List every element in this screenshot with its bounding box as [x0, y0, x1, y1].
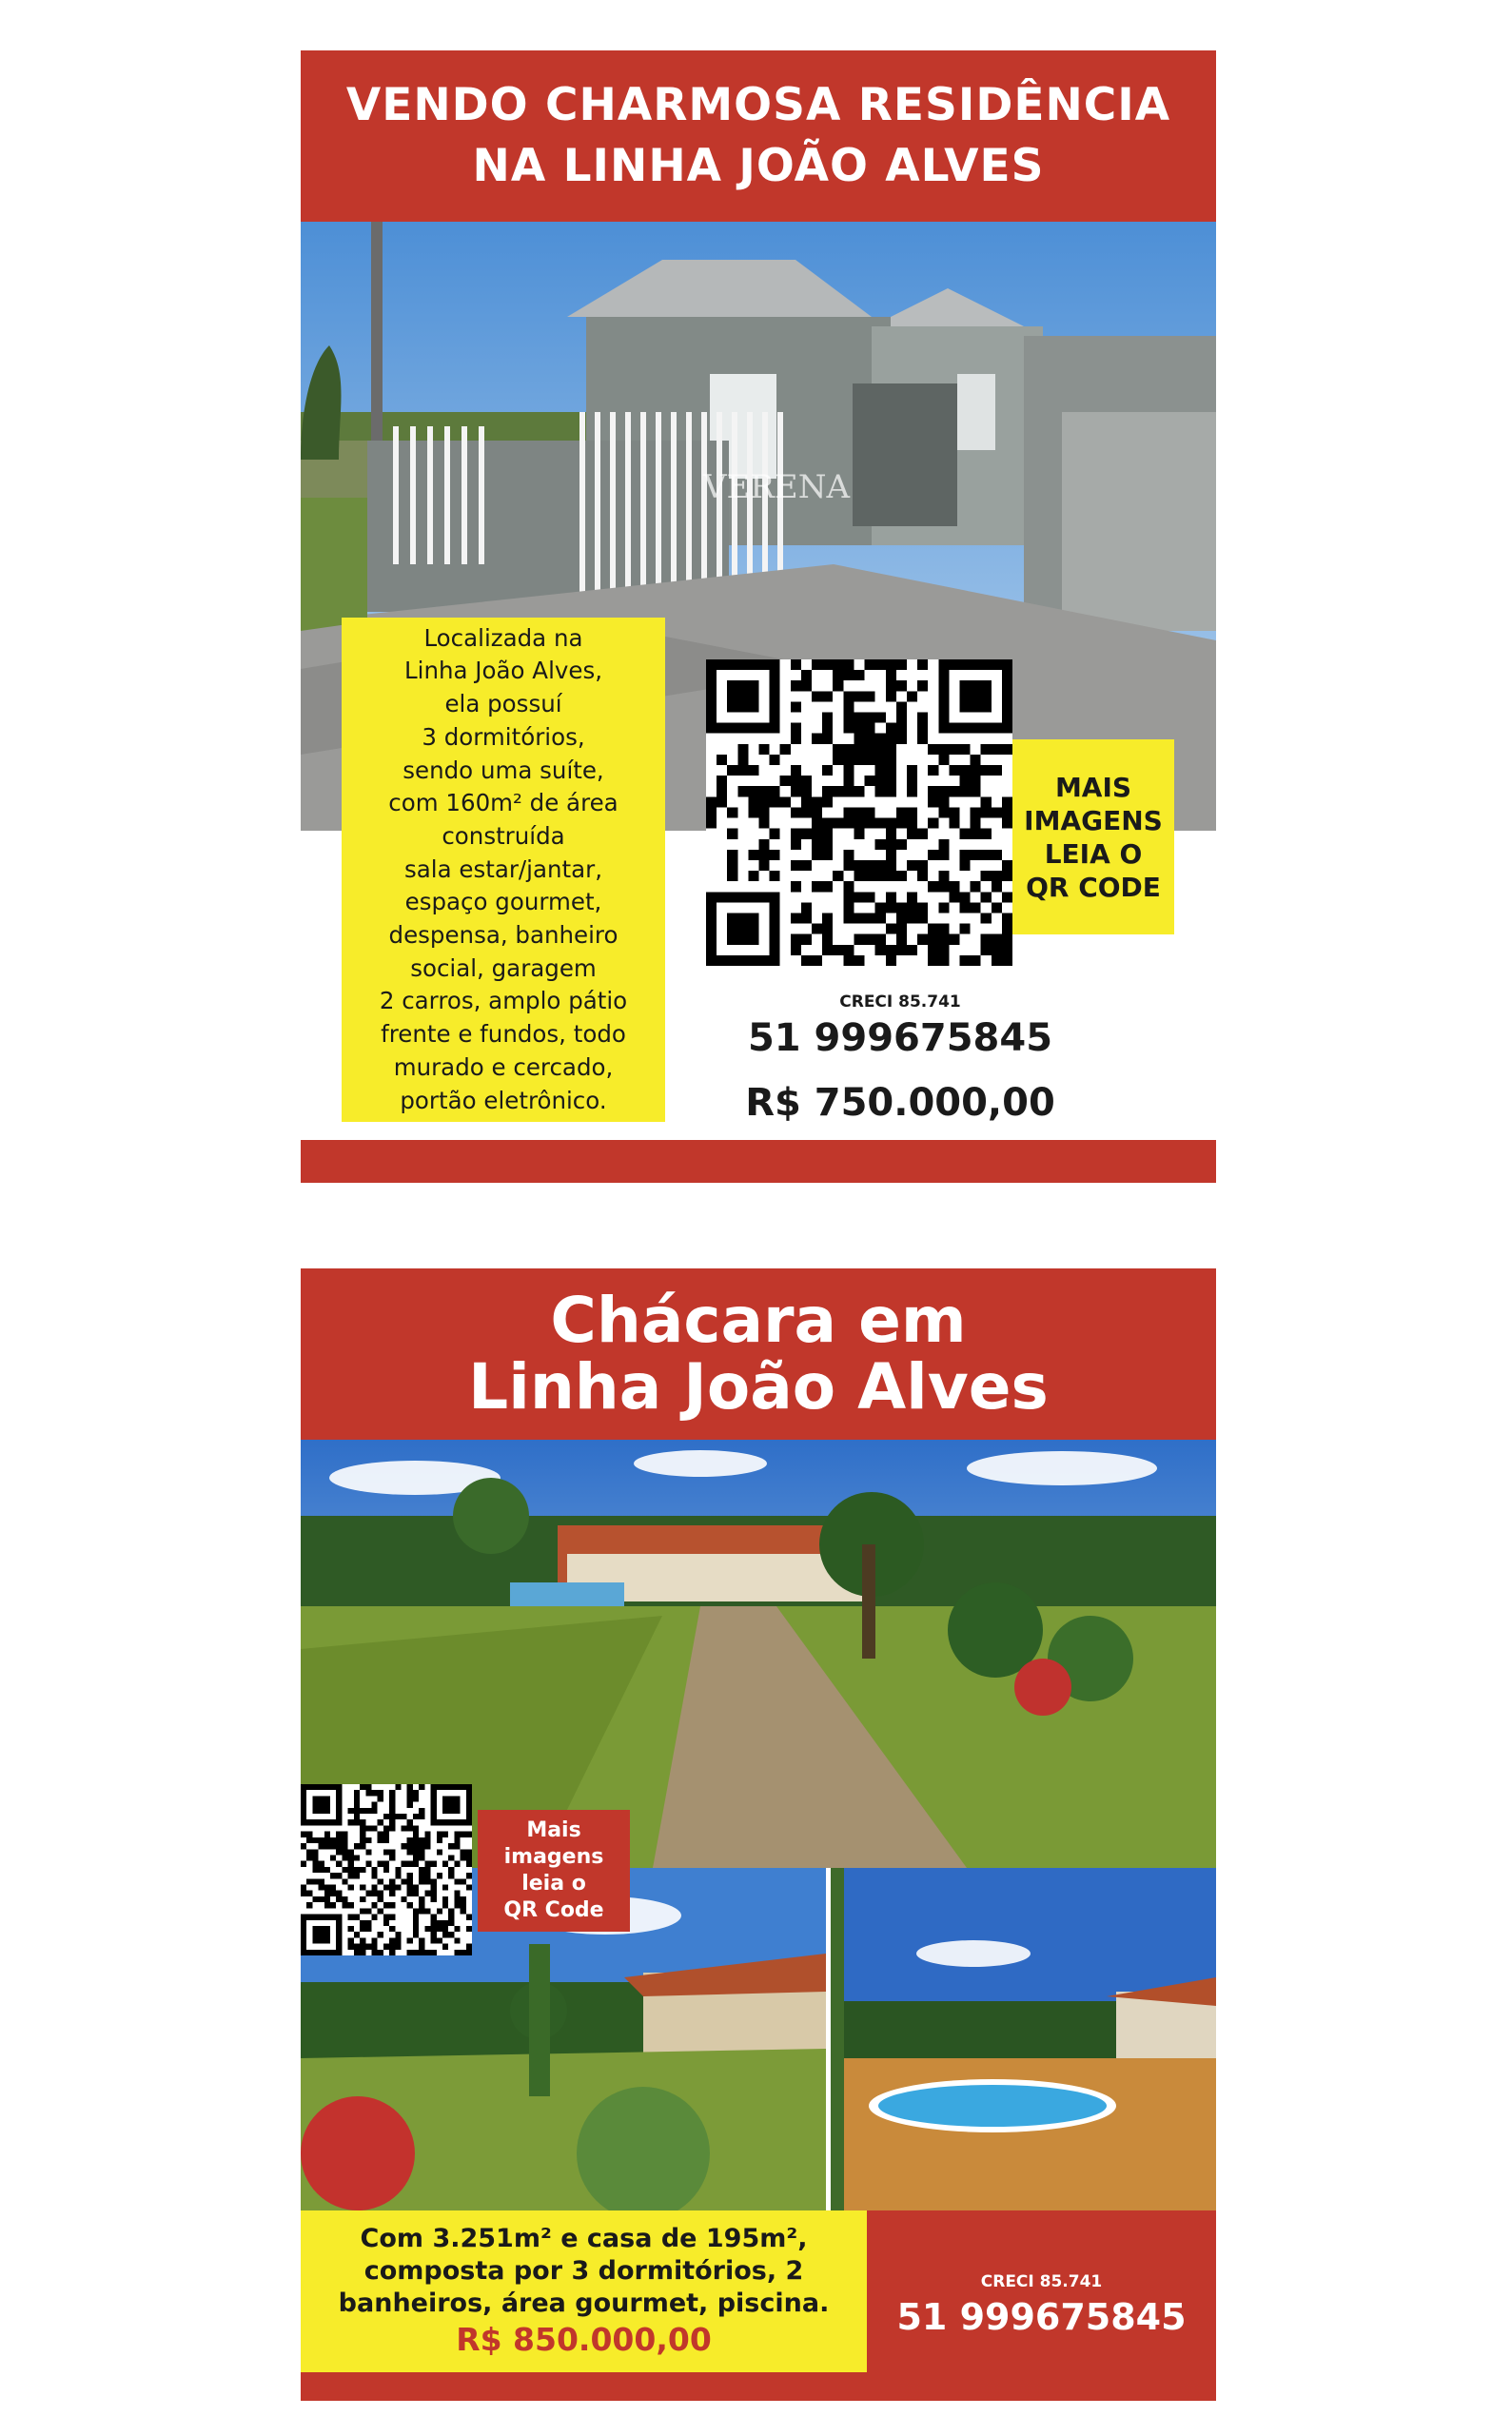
ad-farm-sale — [301, 1268, 1216, 2401]
ad2-qr-code[interactable] — [301, 1784, 472, 1955]
ad1-desc-line: despensa, banheiro — [388, 921, 619, 950]
ad2-creci: CRECI 85.741 — [980, 2272, 1103, 2291]
ad2-title-line1: Chácara em — [550, 1284, 967, 1357]
ad1-title-line2: NA LINHA JOÃO ALVES — [472, 140, 1045, 192]
ad1-price: R$ 750.000,00 — [745, 1081, 1055, 1125]
ad2-qr-note-line1: Mais — [526, 1818, 581, 1842]
ad1-qr-code[interactable] — [706, 659, 1012, 966]
ad1-title-line1: VENDO CHARMOSA RESIDÊNCIA — [345, 79, 1171, 131]
ad2-desc-line1: Com 3.251m² e casa de 195m², — [360, 2224, 808, 2253]
ad1-qr-note-line1: MAIS — [1054, 771, 1132, 803]
ad1-description-box — [342, 618, 665, 1122]
ad2-qr-note — [478, 1810, 630, 1932]
ad2-title-bar — [301, 1268, 1216, 1440]
ad1-desc-line: sala estar/jantar, — [404, 855, 602, 883]
ad2-qr-note-line4: QR Code — [503, 1898, 604, 1922]
ad2-description-box — [301, 2210, 867, 2372]
ad1-desc-line: 2 carros, amplo pátio — [379, 987, 628, 1015]
ad1-description-text — [342, 622, 665, 1118]
ad1-qr-note-line4: QR CODE — [1026, 871, 1161, 903]
farm-pool-photo — [831, 1868, 1216, 2210]
ad1-title-bar — [301, 50, 1216, 222]
ad1-bottom-bar — [301, 1140, 1216, 1183]
ad2-contact-box — [867, 2210, 1216, 2372]
ad1-desc-line: ela possuí — [444, 690, 562, 718]
ad1-desc-line: frente e fundos, todo — [381, 1020, 626, 1049]
ad1-qr-note — [1012, 739, 1174, 934]
ad1-desc-line: social, garagem — [410, 953, 597, 982]
watermark-text: VERENA — [702, 468, 851, 506]
ad1-qr-note-line3: LEIA O — [1044, 837, 1143, 870]
ad2-qr-note-line3: leia o — [521, 1872, 586, 1896]
ad2-qr-note-line2: imagens — [503, 1845, 604, 1869]
ad1-desc-line: 3 dormitórios, — [422, 722, 585, 751]
ad2-desc-line2: composta por 3 dormitórios, 2 — [363, 2256, 804, 2286]
ad2-desc-line3: banheiros, área gourmet, piscina. — [338, 2289, 830, 2318]
ad2-price: R$ 850.000,00 — [456, 2321, 712, 2358]
ad1-desc-line: Linha João Alves, — [403, 657, 602, 685]
ad1-phone[interactable]: 51 999675845 — [747, 1016, 1053, 1060]
ad2-bottom-bar — [301, 2372, 1216, 2401]
ad1-desc-line: construída — [442, 821, 565, 850]
ad1-creci: CRECI 85.741 — [839, 992, 961, 1012]
ad1-desc-line: sendo uma suíte, — [403, 756, 604, 784]
ad1-desc-line: espaço gourmet, — [404, 888, 602, 916]
ad-house-sale — [301, 50, 1216, 1183]
ad1-desc-line: murado e cercado, — [393, 1052, 614, 1081]
ad1-desc-line: Localizada na — [423, 623, 583, 652]
ad1-desc-line: com 160m² de área — [388, 789, 619, 817]
ad2-title-line2: Linha João Alves — [468, 1350, 1049, 1424]
ad2-phone[interactable]: 51 999675845 — [896, 2296, 1187, 2338]
ad1-qr-note-line2: IMAGENS — [1024, 804, 1163, 836]
ad1-desc-line: portão eletrônico. — [400, 1086, 607, 1114]
